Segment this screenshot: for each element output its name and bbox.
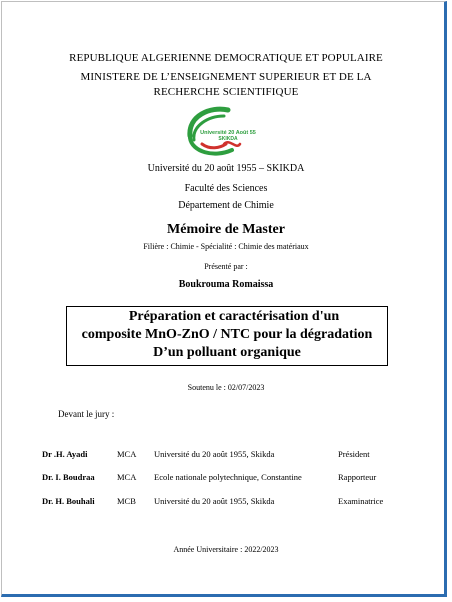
- thesis-title-line3: D’un polluant organique: [153, 345, 301, 360]
- university-logo-icon: [180, 104, 260, 160]
- jury-member-grade: MCA: [117, 472, 137, 482]
- jury-row: [0, 496, 452, 508]
- defense-date: Soutenu le : 02/07/2023: [187, 383, 265, 392]
- republic-heading: REPUBLIQUE ALGERIENNE DEMOCRATIQUE ET POPULAIRE: [69, 52, 383, 64]
- department-name: Département de Chimie: [178, 200, 274, 211]
- logo-text-line2: SKIKDA: [218, 136, 238, 142]
- jury-member-institution: Université du 20 août 1955, Skikda: [154, 496, 275, 506]
- jury-member-role: Rapporteur: [338, 472, 377, 482]
- jury-member-name: Dr. H. Bouhali: [42, 496, 95, 506]
- specialty-line: Filière : Chimie - Spécialité : Chimie des matériaux: [143, 242, 309, 251]
- jury-member-institution: Ecole nationale polytechnique, Constantine: [154, 472, 302, 482]
- thesis-title-box: [66, 306, 388, 366]
- academic-year: Année Universitaire : 2022/2023: [173, 545, 279, 554]
- logo-text-line1: Université 20 Août 55: [200, 130, 256, 136]
- ministry-heading-line2: RECHERCHE SCIENTIFIQUE: [153, 86, 299, 98]
- author-name: Boukrouma Romaissa: [178, 279, 274, 290]
- thesis-title-line2: composite MnO-ZnO / NTC pour la dégradation: [81, 327, 373, 342]
- jury-member-role: Examinatrice: [338, 496, 384, 506]
- thesis-title-line1: Préparation et caractérisation d'un: [128, 309, 340, 324]
- faculty-name: Faculté des Sciences: [184, 183, 268, 194]
- jury-member-grade: MCB: [117, 496, 136, 506]
- thesis-type: Mémoire de Master: [167, 222, 285, 237]
- jury-member-role: Président: [338, 449, 370, 459]
- jury-row: [0, 449, 452, 461]
- presented-by-label: Présenté par :: [204, 262, 248, 271]
- jury-row: [0, 472, 452, 484]
- ministry-heading-line1: MINISTERE DE L’ENSEIGNEMENT SUPERIEUR ET DE LA: [80, 71, 372, 83]
- jury-member-name: Dr .H. Ayadi: [42, 449, 88, 459]
- jury-label: Devant le jury :: [58, 409, 115, 419]
- jury-member-grade: MCA: [117, 449, 137, 459]
- jury-member-institution: Université du 20 août 1955, Skikda: [154, 449, 275, 459]
- jury-member-name: Dr. I. Boudraa: [42, 472, 95, 482]
- university-name: Université du 20 août 1955 – SKIKDA: [147, 163, 305, 174]
